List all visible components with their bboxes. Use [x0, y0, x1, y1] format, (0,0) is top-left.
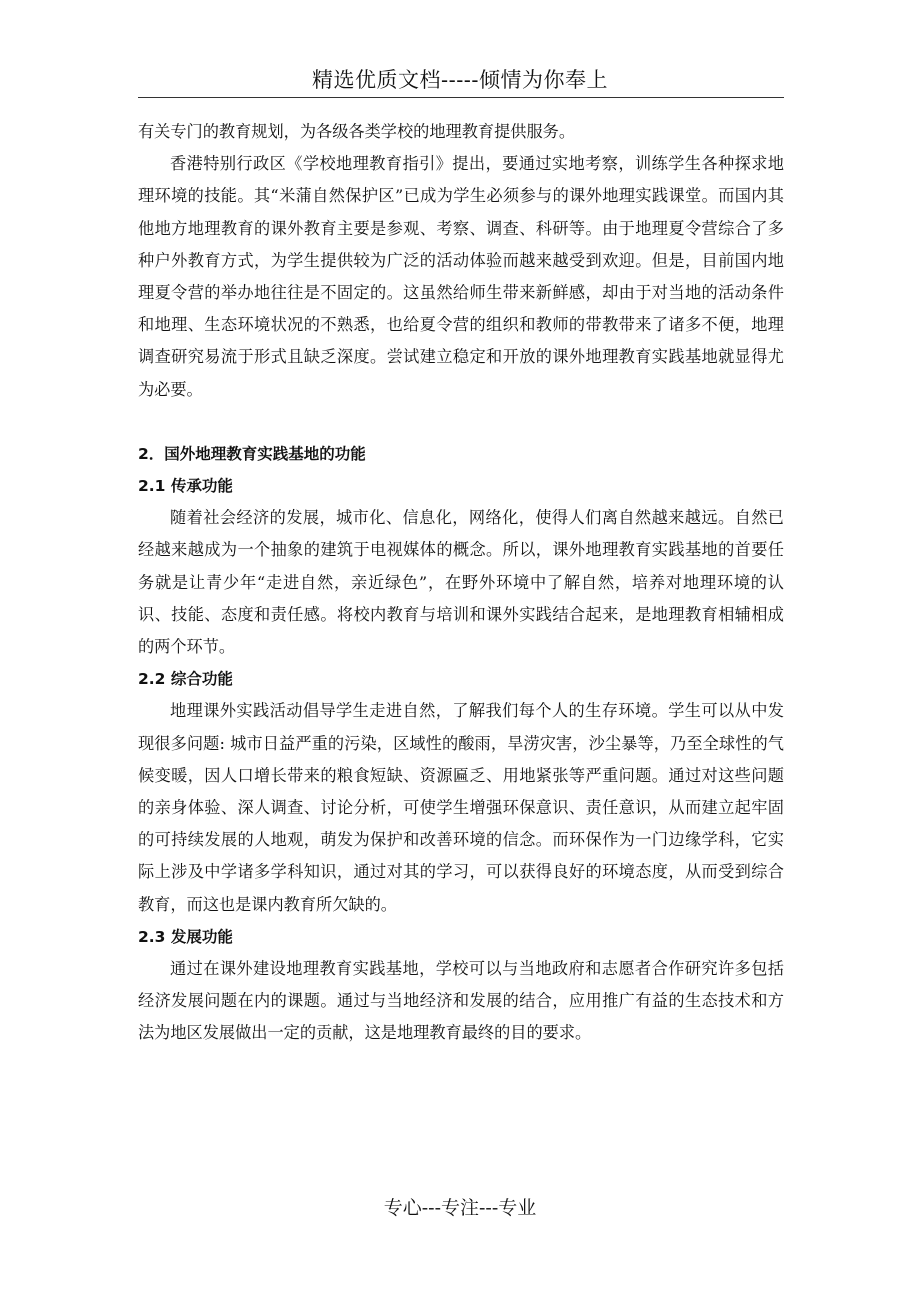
body-paragraph-inheritance: 随着社会经济的发展，城市化、信息化，网络化，使得人们离自然越来越远。自然已经越来越成为一个抽象的建筑于电视媒体的概念。所以，课外地理教育实践基地的首要任务就是让青少年“走进自然，亲近绿色”，在野外环境中了解自然，培养对地理环境的认识、技能、态度和责任感。将校内教育与培训和课外实践结合起来，是地理教育相辅相成的两个环节。 [138, 508, 784, 657]
subsection-heading-2-1: 2.1 传承功能 [138, 477, 233, 496]
section-heading-2: 2．国外地理教育实践基地的功能 [138, 444, 366, 463]
body-paragraph-comprehensive: 地理课外实践活动倡导学生走进自然，了解我们每个人的生存环境。学生可以从中发现很多问题: 城市日益严重的污染，区域性的酸雨，旱涝灾害，沙尘暴等，乃至全球性的气候变暖，因人口增长带来的粮食短缺、资源匾乏、用地紧张等严重问题。通过对这些问题的亲身体验、深人调查、讨论分析，可使学生增强环保意识、责任意识，从而建立起牢固的可持续发展的人地观，萌发为保护和改善环境的信念。而环保作为一门边缘学科，它实际上涉及中学诸多学科知识，通过对其的学习，可以获得良好的环境态度，从而受到综合教育，而这也是课内教育所欠缺的。 [138, 701, 784, 914]
body-paragraph-hong-kong: 香港特别行政区《学校地理教育指引》提出，要通过实地考察，训练学生各种探求地理环境的技能。其“米蒲自然保护区”已成为学生必须参与的课外地理实践课堂。而国内其他地方地理教育的课外教育主要是参观、考察、调查、科研等。由于地理夏令营综合了多种户外教育方式，为学生提供较为广泛的活动体验而越来越受到欢迎。但是，目前国内地理夏令营的举办地往往是不固定的。这虽然给师生带来新鲜感，却由于对当地的活动条件和地理、生态环境状况的不熟悉，也给夏令营的组织和教师的带教带来了诸多不便，地理调查研究易流于形式且缺乏深度。尝试建立稳定和开放的课外地理教育实践基地就显得尤为必要。 [138, 154, 784, 399]
section-spacer [138, 406, 784, 438]
subsection-heading-2-3: 2.3 发展功能 [138, 927, 233, 946]
page-footer: 专心---专注---专业 [383, 1197, 537, 1219]
header-divider [138, 97, 784, 98]
body-paragraph-development: 通过在课外建设地理教育实践基地，学校可以与当地政府和志愿者合作研究许多包括经济发展问题在内的课题。通过与当地经济和发展的结合，应用推广有益的生态技术和方法为地区发展做出一定的贡献，这是地理教育最终的目的要求。 [138, 959, 784, 1043]
page-header: 精选优质文档-----倾情为你奉上 [312, 68, 608, 92]
document-body [138, 116, 784, 1050]
body-paragraph-continued: 有关专门的教育规划，为各级各类学校的地理教育提供服务。 [138, 122, 576, 141]
subsection-heading-2-2: 2.2 综合功能 [138, 670, 233, 689]
